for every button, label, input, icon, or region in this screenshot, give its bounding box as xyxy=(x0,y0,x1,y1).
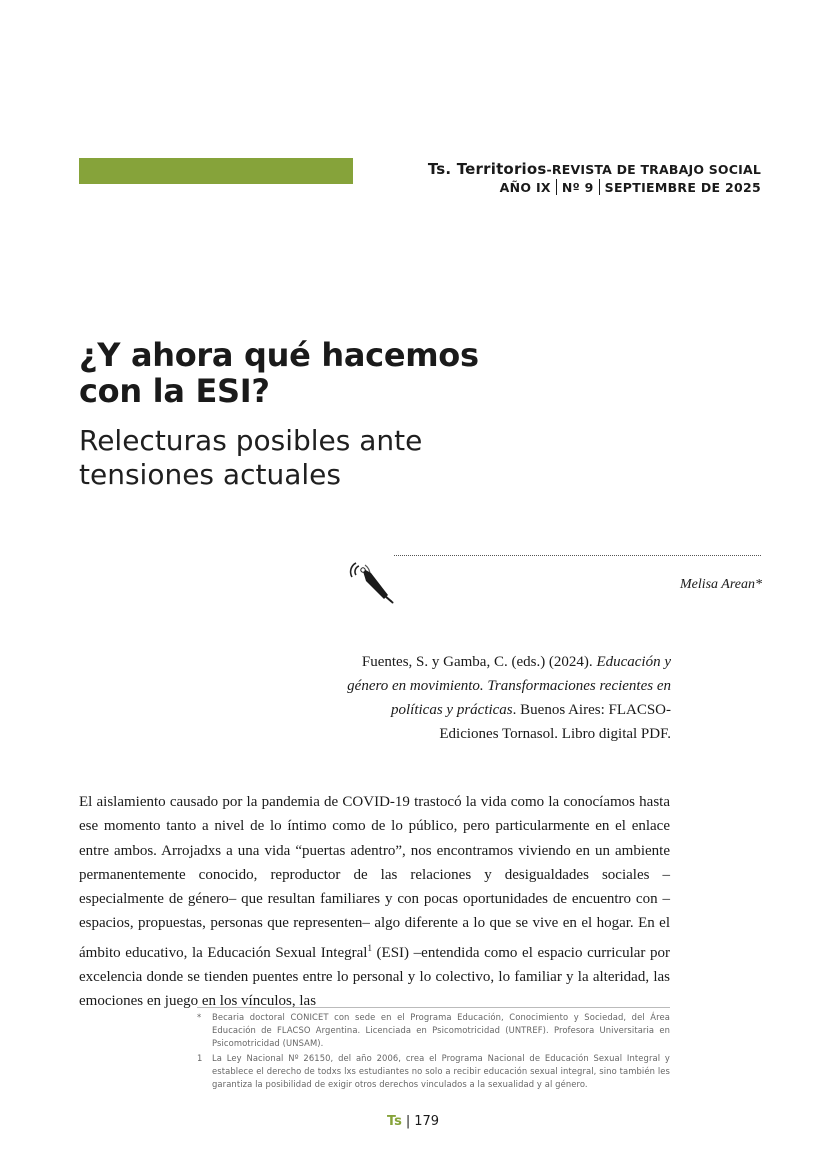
footnote-item xyxy=(197,1011,670,1050)
separator xyxy=(556,179,557,195)
reviewed-work-citation xyxy=(340,650,671,746)
journal-issue-line xyxy=(428,179,761,197)
journal-number: Nº 9 xyxy=(561,180,594,195)
author-name: Melisa Arean* xyxy=(679,577,762,592)
journal-date: SEPTIEMBRE DE 2025 xyxy=(604,180,761,195)
journal-header xyxy=(428,160,761,197)
journal-subtitle: -REVISTA DE TRABAJO SOCIAL xyxy=(546,162,761,177)
footnote-mark: 1 xyxy=(197,1053,203,1063)
footnotes xyxy=(197,1011,670,1093)
reviewed-authors: Fuentes, S. y Gamba, C. (eds.) (2024). xyxy=(361,654,593,670)
header-accent-bar xyxy=(79,158,353,184)
separator xyxy=(599,179,600,195)
article-title-line2: con la ESI? xyxy=(79,372,270,410)
page-number: 179 xyxy=(414,1114,440,1129)
footnote-mark: * xyxy=(197,1012,202,1022)
article-subtitle xyxy=(79,424,422,492)
body-text-part1: El aislamiento causado por la pandemia de COVID-19 trastocó la vida como la conocíamos hasta ese momento tanto a nivel de lo íntimo como de lo público, pero particularmente en el enlace entre ambos. Arrojadxs a una vida “puertas adentro”, nos encontramos viviendo en un ambiente permanentemente conocido, reproductor de las relaciones y desigualdades sociales –especialmente de género– que resultan familiares y con pocas oportunidades de encuentro con –espacios, propuestas, personas que representen– algo diferente a lo que se vive en el hogar. En el ámbito educativo, la Educación Sexual Integral xyxy=(79,794,670,961)
footnote-text: Becaria doctoral CONICET con sede en el Programa Educación, Conocimiento y Sociedad, del Área Educación de FLACSO Argentina. Licenciada en Psicomotricidad (UNTREF). Profesora Universitaria en Psicomotricidad (UNSAM). xyxy=(212,1012,670,1048)
journal-logo: Ts xyxy=(386,1114,402,1129)
journal-title-line xyxy=(428,160,761,179)
reviewed-publisher: . Buenos Aires: FLACSO-Ediciones Tornasol. Libro digital PDF. xyxy=(439,702,671,742)
article-title xyxy=(79,337,479,409)
journal-name: Ts. Territorios xyxy=(427,160,547,178)
reviewed-title: Educación y género en movimiento. Transformaciones recientes en políticas y prácticas xyxy=(347,654,671,718)
article-subtitle-line2: tensiones actuales xyxy=(79,458,341,491)
body-paragraph xyxy=(79,790,670,1014)
article-subtitle-line1: Relecturas posibles ante xyxy=(79,424,423,457)
body-text-part2: (ESI) –entendida como el espacio curricular por excelencia donde se tienden puentes entre lo personal y lo colectivo, lo familiar y la alteridad, las emociones en juego en los vínculos, las xyxy=(79,944,671,1010)
article-title-line1: ¿Y ahora qué hacemos xyxy=(79,336,479,374)
separator: | xyxy=(405,1114,411,1129)
footnote-item xyxy=(197,1052,670,1091)
fountain-pen-icon xyxy=(344,555,396,607)
author-divider xyxy=(394,555,761,556)
page-footer xyxy=(0,1114,826,1129)
journal-year: AÑO IX xyxy=(499,180,551,195)
footnote-rule xyxy=(197,1007,670,1008)
footnote-ref[interactable]: 1 xyxy=(367,942,372,953)
footnote-text: La Ley Nacional Nº 26150, del año 2006, crea el Programa Nacional de Educación Sexual Integral y establece el derecho de todxs lxs estudiantes no solo a recibir educación sexual integral, sino también les garantiza la posibilidad de exigir otros derechos vinculados a la sexualidad y al género. xyxy=(212,1053,670,1089)
